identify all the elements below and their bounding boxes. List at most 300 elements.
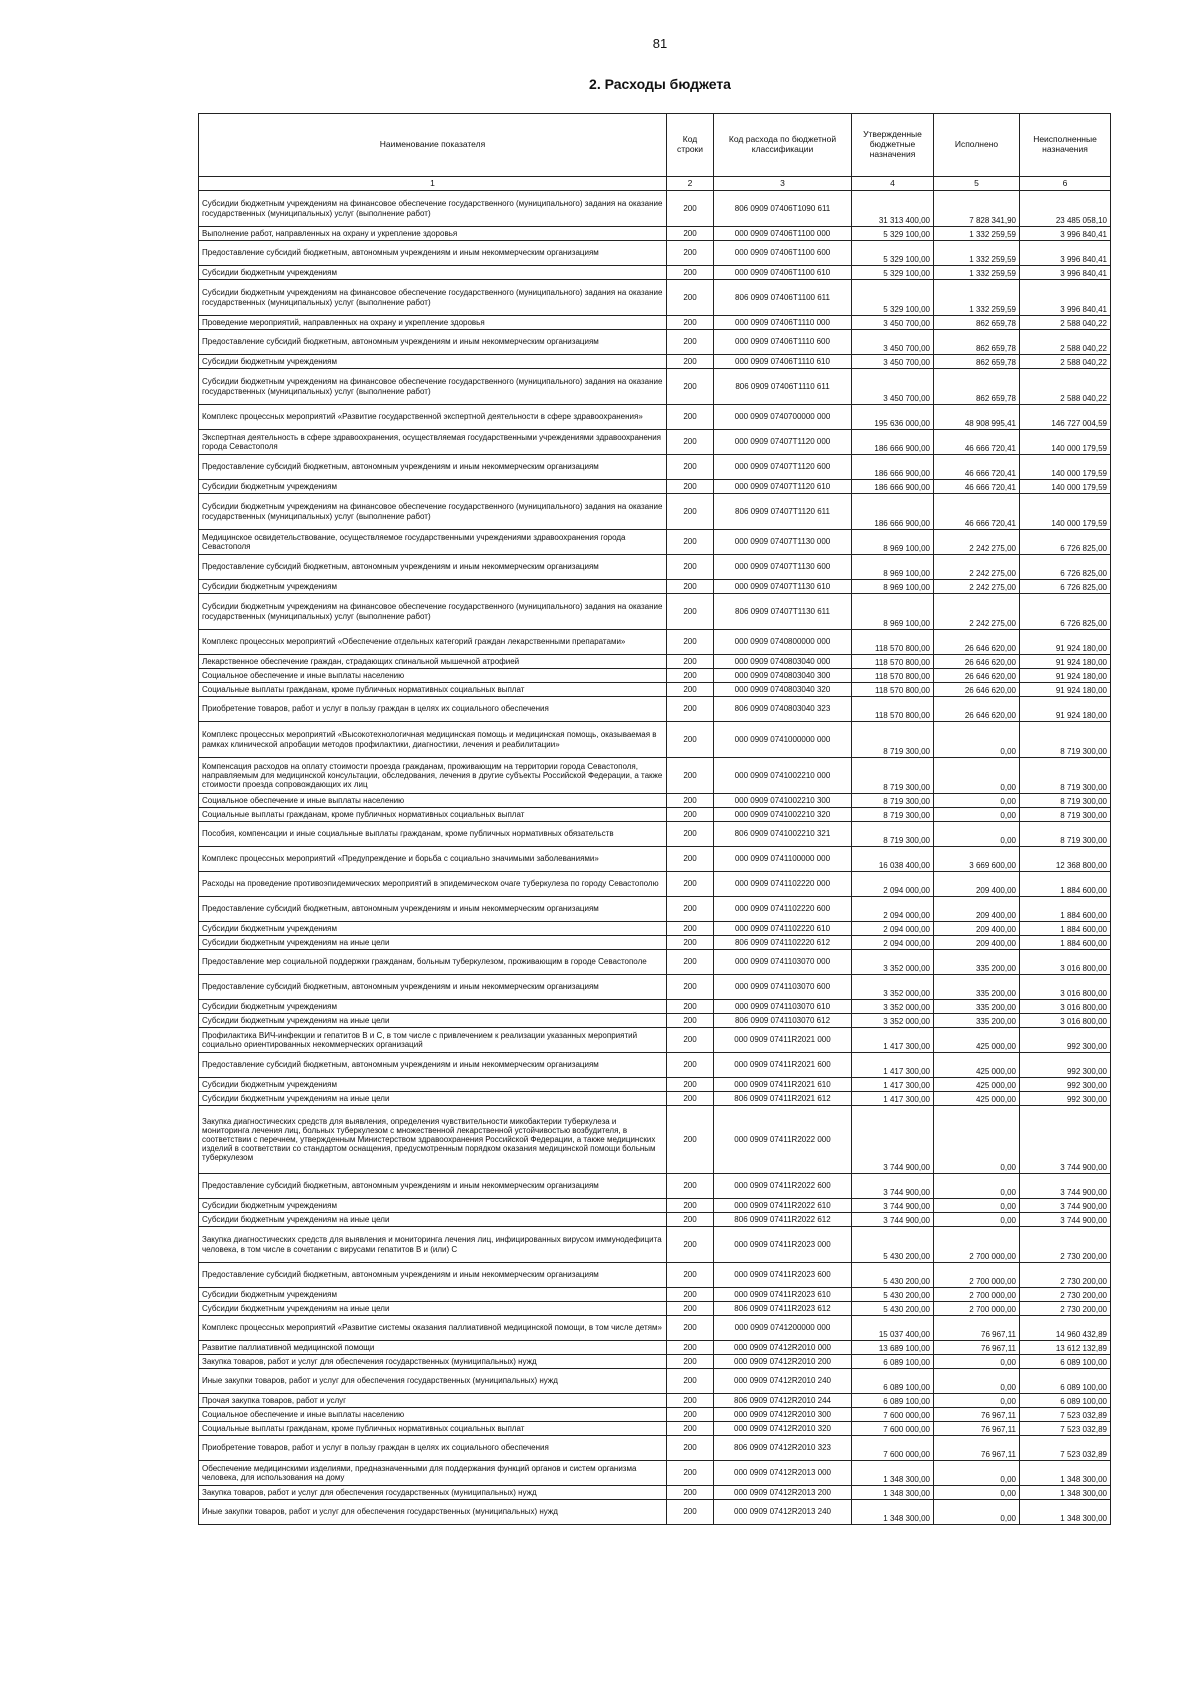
row-name: Предоставление субсидий бюджетным, автономным учреждениям и иным некоммерческим организациям xyxy=(199,897,667,922)
row-class-code: 000 0909 07411R2023 000 xyxy=(714,1227,852,1263)
row-executed: 425 000,00 xyxy=(934,1078,1020,1092)
row-name: Закупка товаров, работ и услуг для обеспечения государственных (муниципальных) нужд xyxy=(199,1486,667,1500)
table-row xyxy=(199,655,1111,669)
table-row xyxy=(199,1436,1111,1461)
row-approved: 195 636 000,00 xyxy=(852,405,934,430)
row-class-code: 000 0909 0740803040 300 xyxy=(714,669,852,683)
table-row xyxy=(199,897,1111,922)
row-code: 200 xyxy=(667,683,714,697)
row-class-code: 000 0909 07406Т1110 600 xyxy=(714,330,852,355)
row-approved: 3 352 000,00 xyxy=(852,1014,934,1028)
row-unexecuted: 7 523 032,89 xyxy=(1020,1436,1111,1461)
row-approved: 5 329 100,00 xyxy=(852,241,934,266)
row-name: Предоставление мер социальной поддержки гражданам, больным туберкулезом, проживающим в городе Севастополе xyxy=(199,950,667,975)
row-approved: 186 666 900,00 xyxy=(852,430,934,455)
row-name: Субсидии бюджетным учреждениям xyxy=(199,266,667,280)
table-row xyxy=(199,822,1111,847)
row-executed: 209 400,00 xyxy=(934,922,1020,936)
row-code: 200 xyxy=(667,655,714,669)
row-class-code: 000 0909 07411R2022 600 xyxy=(714,1174,852,1199)
row-unexecuted: 12 368 800,00 xyxy=(1020,847,1111,872)
table-row xyxy=(199,1106,1111,1174)
row-unexecuted: 8 719 300,00 xyxy=(1020,808,1111,822)
row-class-code: 000 0909 07412R2010 320 xyxy=(714,1422,852,1436)
row-unexecuted: 6 089 100,00 xyxy=(1020,1394,1111,1408)
row-name: Предоставление субсидий бюджетным, автономным учреждениям и иным некоммерческим организациям xyxy=(199,455,667,480)
row-executed: 862 659,78 xyxy=(934,316,1020,330)
section-title: 2. Расходы бюджета xyxy=(589,76,731,92)
row-executed: 76 967,11 xyxy=(934,1422,1020,1436)
row-name: Обеспечение медицинскими изделиями, предназначенными для поддержания функций органов и систем организма человека, для использования на дому xyxy=(199,1461,667,1486)
row-unexecuted: 8 719 300,00 xyxy=(1020,822,1111,847)
row-approved: 13 689 100,00 xyxy=(852,1341,934,1355)
row-code: 200 xyxy=(667,630,714,655)
row-executed: 0,00 xyxy=(934,1199,1020,1213)
row-unexecuted: 1 884 600,00 xyxy=(1020,872,1111,897)
row-code: 200 xyxy=(667,758,714,794)
row-code: 200 xyxy=(667,1053,714,1078)
row-executed: 425 000,00 xyxy=(934,1028,1020,1053)
row-unexecuted: 992 300,00 xyxy=(1020,1028,1111,1053)
row-approved: 1 417 300,00 xyxy=(852,1078,934,1092)
table-row xyxy=(199,241,1111,266)
row-unexecuted: 3 016 800,00 xyxy=(1020,1014,1111,1028)
row-unexecuted: 13 612 132,89 xyxy=(1020,1341,1111,1355)
row-code: 200 xyxy=(667,1014,714,1028)
row-unexecuted: 1 348 300,00 xyxy=(1020,1500,1111,1525)
row-class-code: 806 0909 07412R2010 244 xyxy=(714,1394,852,1408)
table-row xyxy=(199,697,1111,722)
row-executed: 0,00 xyxy=(934,1486,1020,1500)
row-class-code: 000 0909 0741103070 610 xyxy=(714,1000,852,1014)
row-name: Социальное обеспечение и иные выплаты населению xyxy=(199,1408,667,1422)
row-unexecuted: 91 924 180,00 xyxy=(1020,655,1111,669)
row-approved: 186 666 900,00 xyxy=(852,494,934,530)
row-name: Предоставление субсидий бюджетным, автономным учреждениям и иным некоммерческим организациям xyxy=(199,1053,667,1078)
row-name: Субсидии бюджетным учреждениям на иные цели xyxy=(199,936,667,950)
table-row xyxy=(199,316,1111,330)
row-approved: 2 094 000,00 xyxy=(852,872,934,897)
row-class-code: 806 0909 0741002210 321 xyxy=(714,822,852,847)
table-row xyxy=(199,580,1111,594)
row-unexecuted: 1 884 600,00 xyxy=(1020,936,1111,950)
row-executed: 76 967,11 xyxy=(934,1316,1020,1341)
row-name: Субсидии бюджетным учреждениям xyxy=(199,1288,667,1302)
column-number: 4 xyxy=(852,177,934,191)
row-class-code: 806 0909 0741102220 612 xyxy=(714,936,852,950)
row-name: Иные закупки товаров, работ и услуг для обеспечения государственных (муниципальных) нужд xyxy=(199,1369,667,1394)
row-name: Предоставление субсидий бюджетным, автономным учреждениям и иным некоммерческим организациям xyxy=(199,1263,667,1288)
row-class-code: 000 0909 0741000000 000 xyxy=(714,722,852,758)
row-approved: 7 600 000,00 xyxy=(852,1422,934,1436)
row-approved: 31 313 400,00 xyxy=(852,191,934,227)
row-name: Субсидии бюджетным учреждениям xyxy=(199,580,667,594)
row-name: Субсидии бюджетным учреждениям на иные цели xyxy=(199,1014,667,1028)
table-row xyxy=(199,922,1111,936)
row-code: 200 xyxy=(667,430,714,455)
row-class-code: 806 0909 07407Т1130 611 xyxy=(714,594,852,630)
row-class-code: 000 0909 07412R2010 300 xyxy=(714,1408,852,1422)
row-approved: 1 348 300,00 xyxy=(852,1461,934,1486)
table-row xyxy=(199,683,1111,697)
row-approved: 3 352 000,00 xyxy=(852,975,934,1000)
table-row xyxy=(199,455,1111,480)
row-code: 200 xyxy=(667,1408,714,1422)
row-executed: 425 000,00 xyxy=(934,1092,1020,1106)
table-row xyxy=(199,1302,1111,1316)
row-approved: 1 417 300,00 xyxy=(852,1092,934,1106)
row-class-code: 000 0909 0741103070 000 xyxy=(714,950,852,975)
row-unexecuted: 1 884 600,00 xyxy=(1020,922,1111,936)
row-code: 200 xyxy=(667,405,714,430)
row-class-code: 000 0909 07411R2021 000 xyxy=(714,1028,852,1053)
row-unexecuted: 140 000 179,59 xyxy=(1020,430,1111,455)
row-code: 200 xyxy=(667,1213,714,1227)
row-class-code: 000 0909 0740800000 000 xyxy=(714,630,852,655)
row-class-code: 000 0909 0741002210 320 xyxy=(714,808,852,822)
row-name: Комплекс процессных мероприятий «Развитие государственной экспертной деятельности в сфере здравоохранения» xyxy=(199,405,667,430)
header-executed: Исполнено xyxy=(934,114,1020,177)
row-approved: 16 038 400,00 xyxy=(852,847,934,872)
row-unexecuted: 91 924 180,00 xyxy=(1020,697,1111,722)
row-code: 200 xyxy=(667,722,714,758)
table-row xyxy=(199,630,1111,655)
row-approved: 3 450 700,00 xyxy=(852,330,934,355)
row-unexecuted: 140 000 179,59 xyxy=(1020,455,1111,480)
row-approved: 5 430 200,00 xyxy=(852,1227,934,1263)
budget-expenses-table xyxy=(198,113,1111,1525)
table-row xyxy=(199,1288,1111,1302)
row-code: 200 xyxy=(667,669,714,683)
row-approved: 1 348 300,00 xyxy=(852,1500,934,1525)
row-executed: 0,00 xyxy=(934,1106,1020,1174)
row-name: Комплекс процессных мероприятий «Высокотехнологичная медицинская помощь и медицинская помощь, оказываемая в рамках клинической апробации методов профилактики, диагностики, лечения и реабилитации» xyxy=(199,722,667,758)
row-class-code: 000 0909 0741102220 600 xyxy=(714,897,852,922)
row-name: Профилактика ВИЧ-инфекции и гепатитов В и С, в том числе с привлечением к реализации указанных мероприятий социально ориентированных некоммерческих организаций xyxy=(199,1028,667,1053)
row-code: 200 xyxy=(667,1341,714,1355)
table-row xyxy=(199,494,1111,530)
row-code: 200 xyxy=(667,555,714,580)
row-unexecuted: 2 730 200,00 xyxy=(1020,1263,1111,1288)
row-name: Субсидии бюджетным учреждениям xyxy=(199,1078,667,1092)
row-executed: 26 646 620,00 xyxy=(934,697,1020,722)
row-approved: 8 719 300,00 xyxy=(852,794,934,808)
table-row xyxy=(199,1263,1111,1288)
row-name: Предоставление субсидий бюджетным, автономным учреждениям и иным некоммерческим организациям xyxy=(199,555,667,580)
row-approved: 7 600 000,00 xyxy=(852,1436,934,1461)
table-row xyxy=(199,669,1111,683)
row-approved: 118 570 800,00 xyxy=(852,697,934,722)
row-code: 200 xyxy=(667,808,714,822)
row-name: Закупка диагностических средств для выявления и мониторинга лечения лиц, инфицированных вирусом иммунодефицита человека, в том числе в сочетании с вирусами гепатитов В и (или) С xyxy=(199,1227,667,1263)
row-class-code: 806 0909 07406Т1110 611 xyxy=(714,369,852,405)
row-approved: 2 094 000,00 xyxy=(852,897,934,922)
row-code: 200 xyxy=(667,1174,714,1199)
row-executed: 0,00 xyxy=(934,1394,1020,1408)
row-unexecuted: 3 996 840,41 xyxy=(1020,266,1111,280)
row-unexecuted: 992 300,00 xyxy=(1020,1092,1111,1106)
row-name: Субсидии бюджетным учреждениям xyxy=(199,1000,667,1014)
row-unexecuted: 8 719 300,00 xyxy=(1020,758,1111,794)
row-name: Прочая закупка товаров, работ и услуг xyxy=(199,1394,667,1408)
table-row xyxy=(199,936,1111,950)
row-code: 200 xyxy=(667,922,714,936)
row-code: 200 xyxy=(667,266,714,280)
row-name: Экспертная деятельность в сфере здравоохранения, осуществляемая государственными учреждениями здравоохранения города Севастополя xyxy=(199,430,667,455)
table-row xyxy=(199,1394,1111,1408)
row-name: Социальные выплаты гражданам, кроме публичных нормативных социальных выплат xyxy=(199,808,667,822)
row-code: 200 xyxy=(667,1078,714,1092)
row-code: 200 xyxy=(667,530,714,555)
row-approved: 5 329 100,00 xyxy=(852,227,934,241)
row-class-code: 000 0909 0741103070 600 xyxy=(714,975,852,1000)
row-name: Расходы на проведение противоэпидемических мероприятий в эпидемическом очаге туберкулеза по городу Севастополю xyxy=(199,872,667,897)
row-name: Проведение мероприятий, направленных на охрану и укрепление здоровья xyxy=(199,316,667,330)
row-executed: 2 700 000,00 xyxy=(934,1227,1020,1263)
row-class-code: 000 0909 07406Т1100 610 xyxy=(714,266,852,280)
row-code: 200 xyxy=(667,1500,714,1525)
row-name: Медицинское освидетельствование, осуществляемое государственными учреждениями здравоохранения города Севастополя xyxy=(199,530,667,555)
row-name: Социальные выплаты гражданам, кроме публичных нормативных социальных выплат xyxy=(199,1422,667,1436)
row-name: Предоставление субсидий бюджетным, автономным учреждениям и иным некоммерческим организациям xyxy=(199,1174,667,1199)
table-row xyxy=(199,872,1111,897)
row-unexecuted: 6 726 825,00 xyxy=(1020,555,1111,580)
row-name: Предоставление субсидий бюджетным, автономным учреждениям и иным некоммерческим организациям xyxy=(199,975,667,1000)
row-approved: 1 417 300,00 xyxy=(852,1053,934,1078)
row-class-code: 806 0909 07411R2021 612 xyxy=(714,1092,852,1106)
row-unexecuted: 6 726 825,00 xyxy=(1020,580,1111,594)
row-class-code: 806 0909 07406Т1100 611 xyxy=(714,280,852,316)
row-executed: 26 646 620,00 xyxy=(934,655,1020,669)
table-row xyxy=(199,1014,1111,1028)
table-row xyxy=(199,1408,1111,1422)
table-row xyxy=(199,1053,1111,1078)
row-executed: 46 666 720,41 xyxy=(934,455,1020,480)
table-row xyxy=(199,191,1111,227)
row-code: 200 xyxy=(667,280,714,316)
row-name: Социальное обеспечение и иные выплаты населению xyxy=(199,669,667,683)
row-name: Приобретение товаров, работ и услуг в пользу граждан в целях их социального обеспечения xyxy=(199,1436,667,1461)
row-approved: 5 430 200,00 xyxy=(852,1263,934,1288)
row-class-code: 000 0909 07407Т1130 610 xyxy=(714,580,852,594)
table-row xyxy=(199,1092,1111,1106)
row-class-code: 000 0909 07407Т1120 000 xyxy=(714,430,852,455)
row-class-code: 000 0909 07412R2013 240 xyxy=(714,1500,852,1525)
row-executed: 0,00 xyxy=(934,1355,1020,1369)
row-approved: 118 570 800,00 xyxy=(852,630,934,655)
row-class-code: 000 0909 07407Т1130 000 xyxy=(714,530,852,555)
row-code: 200 xyxy=(667,1316,714,1341)
row-name: Социальное обеспечение и иные выплаты населению xyxy=(199,794,667,808)
row-name: Закупка товаров, работ и услуг для обеспечения государственных (муниципальных) нужд xyxy=(199,1355,667,1369)
row-name: Комплекс процессных мероприятий «Предупреждение и борьба с социально значимыми заболеваниями» xyxy=(199,847,667,872)
row-unexecuted: 8 719 300,00 xyxy=(1020,794,1111,808)
row-executed: 0,00 xyxy=(934,822,1020,847)
table-row xyxy=(199,1078,1111,1092)
row-code: 200 xyxy=(667,1355,714,1369)
row-unexecuted: 3 744 900,00 xyxy=(1020,1106,1111,1174)
row-code: 200 xyxy=(667,594,714,630)
row-unexecuted: 3 016 800,00 xyxy=(1020,975,1111,1000)
row-code: 200 xyxy=(667,369,714,405)
row-unexecuted: 3 996 840,41 xyxy=(1020,280,1111,316)
row-class-code: 000 0909 07406Т1110 610 xyxy=(714,355,852,369)
row-executed: 26 646 620,00 xyxy=(934,630,1020,655)
row-unexecuted: 1 348 300,00 xyxy=(1020,1461,1111,1486)
row-unexecuted: 146 727 004,59 xyxy=(1020,405,1111,430)
row-executed: 46 666 720,41 xyxy=(934,430,1020,455)
row-executed: 2 700 000,00 xyxy=(934,1288,1020,1302)
row-approved: 6 089 100,00 xyxy=(852,1394,934,1408)
table-row xyxy=(199,405,1111,430)
row-class-code: 000 0909 0741200000 000 xyxy=(714,1316,852,1341)
row-class-code: 806 0909 07411R2022 612 xyxy=(714,1213,852,1227)
row-unexecuted: 6 089 100,00 xyxy=(1020,1355,1111,1369)
row-unexecuted: 2 588 040,22 xyxy=(1020,330,1111,355)
row-unexecuted: 3 744 900,00 xyxy=(1020,1199,1111,1213)
row-unexecuted: 91 924 180,00 xyxy=(1020,683,1111,697)
table-row xyxy=(199,555,1111,580)
header-unexecuted: Неисполненные назначения xyxy=(1020,114,1111,177)
row-unexecuted: 8 719 300,00 xyxy=(1020,722,1111,758)
row-approved: 6 089 100,00 xyxy=(852,1369,934,1394)
row-name: Компенсация расходов на оплату стоимости проезда гражданам, проживающим на территории города Севастополя, направляемым для медицинской консультации, обследования, лечения в другие субъекты Российской Федерации, а также стоимости проезда сопровождающих их лиц xyxy=(199,758,667,794)
row-code: 200 xyxy=(667,897,714,922)
row-class-code: 000 0909 07411R2023 610 xyxy=(714,1288,852,1302)
table-row xyxy=(199,1316,1111,1341)
table-row xyxy=(199,1199,1111,1213)
row-code: 200 xyxy=(667,1199,714,1213)
row-executed: 335 200,00 xyxy=(934,950,1020,975)
table-body xyxy=(199,191,1111,1525)
row-approved: 3 744 900,00 xyxy=(852,1213,934,1227)
row-executed: 0,00 xyxy=(934,1369,1020,1394)
row-executed: 46 666 720,41 xyxy=(934,494,1020,530)
row-executed: 209 400,00 xyxy=(934,936,1020,950)
table-row xyxy=(199,530,1111,555)
row-approved: 3 352 000,00 xyxy=(852,1000,934,1014)
row-code: 200 xyxy=(667,1394,714,1408)
row-executed: 0,00 xyxy=(934,1213,1020,1227)
row-class-code: 806 0909 0740803040 323 xyxy=(714,697,852,722)
row-class-code: 000 0909 0740803040 000 xyxy=(714,655,852,669)
row-executed: 3 669 600,00 xyxy=(934,847,1020,872)
row-code: 200 xyxy=(667,1486,714,1500)
row-executed: 0,00 xyxy=(934,722,1020,758)
row-executed: 2 242 275,00 xyxy=(934,555,1020,580)
row-unexecuted: 3 016 800,00 xyxy=(1020,950,1111,975)
row-unexecuted: 2 730 200,00 xyxy=(1020,1302,1111,1316)
row-approved: 1 348 300,00 xyxy=(852,1486,934,1500)
row-name: Субсидии бюджетным учреждениям на финансовое обеспечение государственного (муниципального) задания на оказание государственных (муниципальных) услуг (выполнение работ) xyxy=(199,494,667,530)
table-row xyxy=(199,1369,1111,1394)
row-unexecuted: 6 089 100,00 xyxy=(1020,1369,1111,1394)
row-executed: 26 646 620,00 xyxy=(934,683,1020,697)
row-unexecuted: 7 523 032,89 xyxy=(1020,1422,1111,1436)
row-unexecuted: 2 588 040,22 xyxy=(1020,316,1111,330)
row-executed: 2 700 000,00 xyxy=(934,1302,1020,1316)
row-class-code: 000 0909 07406Т1100 000 xyxy=(714,227,852,241)
row-executed: 7 828 341,90 xyxy=(934,191,1020,227)
row-approved: 15 037 400,00 xyxy=(852,1316,934,1341)
row-name: Субсидии бюджетным учреждениям xyxy=(199,1199,667,1213)
row-executed: 0,00 xyxy=(934,758,1020,794)
row-code: 200 xyxy=(667,1302,714,1316)
row-code: 200 xyxy=(667,580,714,594)
row-unexecuted: 14 960 432,89 xyxy=(1020,1316,1111,1341)
table-row xyxy=(199,227,1111,241)
row-executed: 26 646 620,00 xyxy=(934,669,1020,683)
row-class-code: 806 0909 07406Т1090 611 xyxy=(714,191,852,227)
row-class-code: 000 0909 07411R2021 600 xyxy=(714,1053,852,1078)
row-name: Закупка диагностических средств для выявления, определения чувствительности микобактерии туберкулеза и мониторинга лечения лиц, больных туберкулезом с множественной лекарственной устойчивостью возбудителя, в соответствии с перечнем, утвержденным Министерством здравоохранения Российской Федерации, а также медицинских изделий в соответствии со стандартом оснащения, предусмотренным порядком оказания медицинской помощи больным туберкулезом xyxy=(199,1106,667,1174)
row-executed: 46 666 720,41 xyxy=(934,480,1020,494)
table-row xyxy=(199,950,1111,975)
row-name: Социальные выплаты гражданам, кроме публичных нормативных социальных выплат xyxy=(199,683,667,697)
column-number: 3 xyxy=(714,177,852,191)
row-executed: 335 200,00 xyxy=(934,975,1020,1000)
row-approved: 5 329 100,00 xyxy=(852,280,934,316)
row-name: Субсидии бюджетным учреждениям на финансовое обеспечение государственного (муниципального) задания на оказание государственных (муниципальных) услуг (выполнение работ) xyxy=(199,280,667,316)
row-unexecuted: 3 744 900,00 xyxy=(1020,1174,1111,1199)
row-name: Субсидии бюджетным учреждениям на иные цели xyxy=(199,1092,667,1106)
row-code: 200 xyxy=(667,241,714,266)
row-name: Субсидии бюджетным учреждениям xyxy=(199,922,667,936)
header-approved: Утвержденные бюджетные назначения xyxy=(852,114,934,177)
row-executed: 335 200,00 xyxy=(934,1014,1020,1028)
table-row xyxy=(199,758,1111,794)
column-number: 2 xyxy=(667,177,714,191)
table-row xyxy=(199,369,1111,405)
row-approved: 3 450 700,00 xyxy=(852,316,934,330)
row-unexecuted: 3 996 840,41 xyxy=(1020,227,1111,241)
row-code: 200 xyxy=(667,822,714,847)
row-approved: 8 969 100,00 xyxy=(852,580,934,594)
row-approved: 8 719 300,00 xyxy=(852,722,934,758)
row-executed: 209 400,00 xyxy=(934,872,1020,897)
row-executed: 1 332 259,59 xyxy=(934,227,1020,241)
row-name: Пособия, компенсации и иные социальные выплаты гражданам, кроме публичных нормативных обязательств xyxy=(199,822,667,847)
row-code: 200 xyxy=(667,847,714,872)
table-row xyxy=(199,1486,1111,1500)
row-code: 200 xyxy=(667,1028,714,1053)
row-unexecuted: 3 744 900,00 xyxy=(1020,1213,1111,1227)
row-executed: 335 200,00 xyxy=(934,1000,1020,1014)
table-row xyxy=(199,794,1111,808)
row-code: 200 xyxy=(667,1000,714,1014)
row-approved: 8 719 300,00 xyxy=(852,822,934,847)
table-row xyxy=(199,330,1111,355)
table-row xyxy=(199,1028,1111,1053)
row-unexecuted: 6 726 825,00 xyxy=(1020,594,1111,630)
row-executed: 862 659,78 xyxy=(934,369,1020,405)
row-name: Субсидии бюджетным учреждениям xyxy=(199,480,667,494)
row-executed: 862 659,78 xyxy=(934,355,1020,369)
row-class-code: 000 0909 07412R2010 200 xyxy=(714,1355,852,1369)
row-name: Субсидии бюджетным учреждениям на финансовое обеспечение государственного (муниципального) задания на оказание государственных (муниципальных) услуг (выполнение работ) xyxy=(199,594,667,630)
row-name: Иные закупки товаров, работ и услуг для обеспечения государственных (муниципальных) нужд xyxy=(199,1500,667,1525)
row-executed: 76 967,11 xyxy=(934,1341,1020,1355)
row-executed: 1 332 259,59 xyxy=(934,241,1020,266)
row-name: Предоставление субсидий бюджетным, автономным учреждениям и иным некоммерческим организациям xyxy=(199,241,667,266)
row-code: 200 xyxy=(667,480,714,494)
row-code: 200 xyxy=(667,1436,714,1461)
row-code: 200 xyxy=(667,936,714,950)
table-row xyxy=(199,594,1111,630)
row-class-code: 806 0909 07412R2010 323 xyxy=(714,1436,852,1461)
column-number: 5 xyxy=(934,177,1020,191)
row-approved: 8 969 100,00 xyxy=(852,555,934,580)
